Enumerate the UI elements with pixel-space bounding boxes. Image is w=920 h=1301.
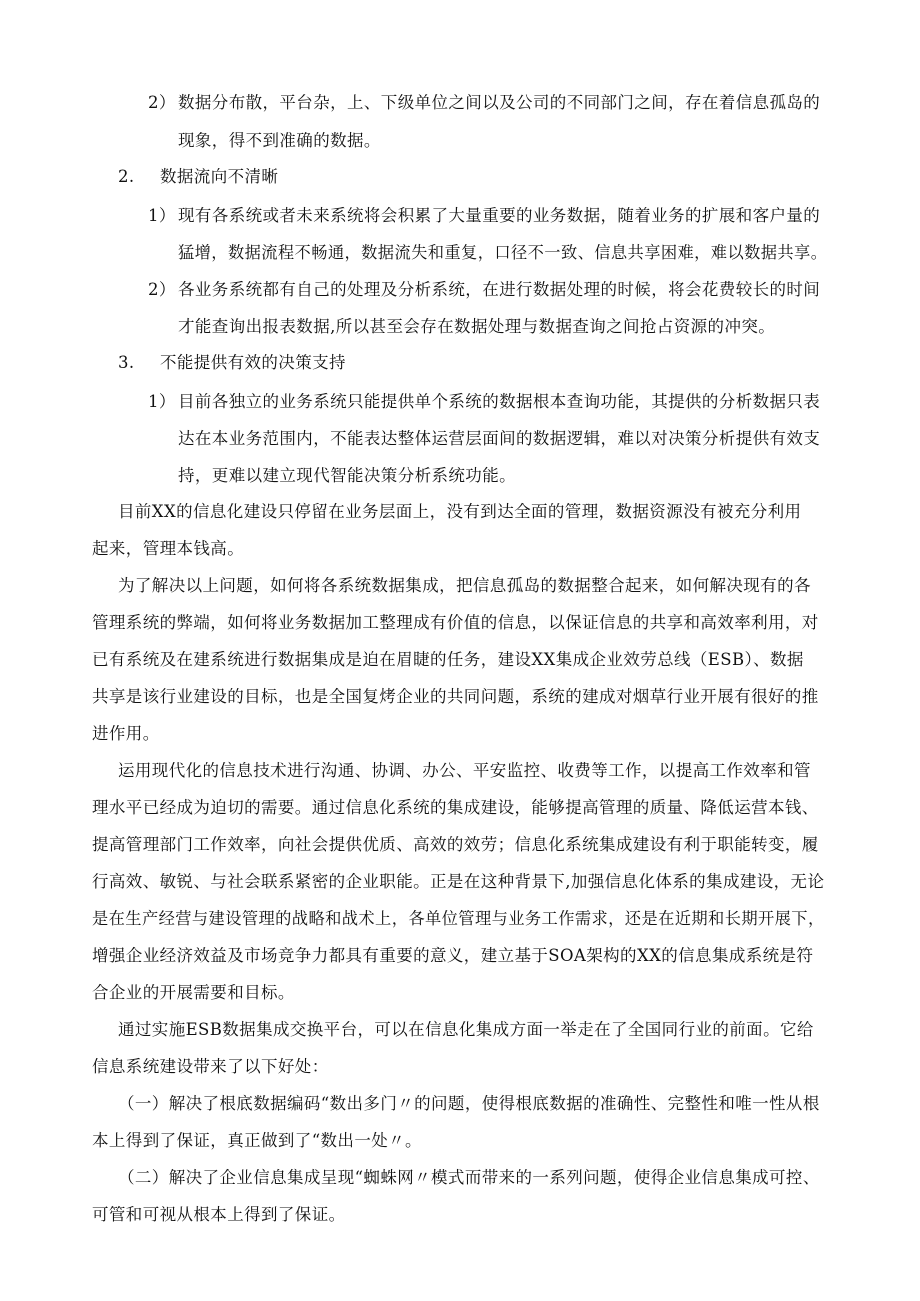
list-item-text: 现有各系统或者未来系统将会积累了大量重要的业务数据，随着业务的扩展和客户量的	[178, 206, 821, 225]
list-item-text: 才能查询出报表数据,所以甚至会存在数据处理与数据查询之间抢占资源的冲突。	[178, 317, 776, 336]
list-marker: 1）	[148, 206, 176, 225]
section-heading: 不能提供有效的决策支持	[160, 353, 346, 372]
paragraph-line: （一）解决了根底数据编码“数出多门〃的问题，使得根底数据的准确性、完整性和唯一性从根	[118, 1094, 820, 1113]
paragraph-line: 通过实施ESB数据集成交换平台，可以在信息化集成方面一举走在了全国同行业的前面。它给	[118, 1020, 814, 1039]
list-item-text: 现象，得不到准确的数据。	[178, 131, 381, 150]
paragraph-line: 信息系统建设带来了以下好处：	[92, 1057, 329, 1076]
paragraph-line: 是在生产经营与建设管理的战略和战术上，各单位管理与业务工作需求，还是在近期和长期开展下，	[92, 909, 825, 928]
list-item-text: 持，更难以建立现代智能决策分析系统功能。	[178, 466, 516, 485]
section-number: 3.	[118, 353, 135, 372]
list-item-text: 目前各独立的业务系统只能提供单个系统的数据根本查询功能，其提供的分析数据只表	[178, 392, 821, 411]
list-item-text: 各业务系统都有自己的处理及分析系统，在进行数据处理的时候，将会花费较长的时间	[178, 280, 821, 299]
paragraph-line: 管理系统的弊端，如何将业务数据加工整理成有价值的信息，以保证信息的共享和高效率利用，对	[92, 613, 819, 632]
paragraph-line: 进作用。	[92, 724, 160, 743]
list-item-text: 达在本业务范围内，不能表达整体运营层面间的数据逻辑，难以对决策分析提供有效支	[178, 429, 821, 448]
paragraph-line: 本上得到了保证，真正做到了“数出一处〃。	[92, 1131, 422, 1150]
paragraph-line: 合企业的开展需要和目标。	[92, 983, 295, 1002]
paragraph-line: （二）解决了企业信息集成呈现“蜘蛛网〃模式而带来的一系列问题，使得企业信息集成可控、	[118, 1168, 820, 1187]
list-marker: 1）	[148, 392, 176, 411]
paragraph-line: 共享是该行业建设的目标，也是全国复烤企业的共同问题，系统的建成对烟草行业开展有很好的推	[92, 687, 819, 706]
paragraph-line: 行高效、敏锐、与社会联系紧密的企业职能。正是在这种背景下,加强信息化体系的集成建设，无论	[92, 872, 825, 891]
paragraph-line: 已有系统及在建系统进行数据集成是迫在眉睫的任务，建设XX集成企业效劳总线（ESB）、数据	[92, 650, 804, 669]
paragraph-line: 运用现代化的信息技术进行沟通、协调、办公、平安监控、收费等工作，以提高工作效率和管	[118, 761, 811, 780]
paragraph-line: 理水平已经成为迫切的需要。通过信息化系统的集成建设，能够提高管理的质量、降低运营本钱、	[92, 798, 819, 817]
list-item-text: 数据分布散，平台杂，上、下级单位之间以及公司的不同部门之间，存在着信息孤岛的	[178, 93, 821, 112]
paragraph-line: 提高管理部门工作效率，向社会提供优质、高效的效劳；信息化系统集成建设有利于职能转变，履	[92, 835, 819, 854]
section-heading: 数据流向不清晰	[160, 167, 279, 186]
paragraph-line: 可管和可视从根本上得到了保证。	[92, 1205, 346, 1224]
paragraph-line: 增强企业经济效益及市场竞争力都具有重要的意义，建立基于SOA架构的XX的信息集成系统是符	[92, 946, 814, 965]
list-marker: 2）	[148, 280, 176, 299]
list-marker: 2）	[148, 93, 176, 112]
list-item-text: 猛增，数据流程不畅通，数据流失和重复，口径不一致、信息共享困难，难以数据共享。	[178, 243, 828, 262]
paragraph-line: 为了解决以上问题，如何将各系统数据集成，把信息孤岛的数据整合起来，如何解决现有的各	[118, 576, 811, 595]
paragraph-line: 起来，管理本钱高。	[92, 539, 245, 558]
paragraph-line: 目前XX的信息化建设只停留在业务层面上，没有到达全面的管理，数据资源没有被充分利用	[118, 502, 802, 521]
section-number: 2.	[118, 167, 135, 186]
